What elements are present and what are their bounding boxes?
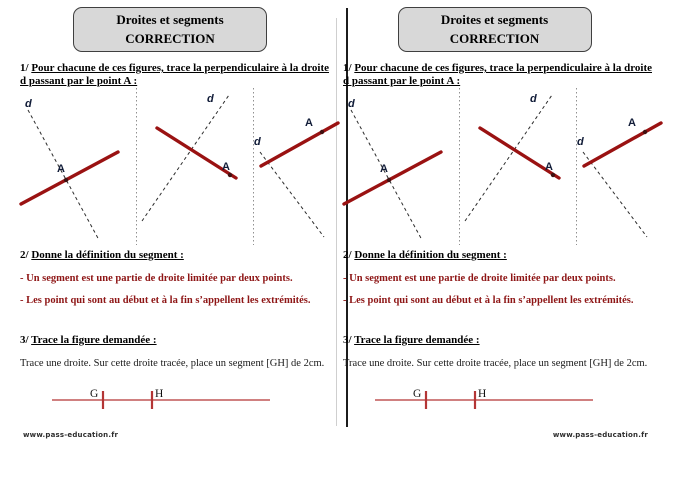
figure2-point-a-dot <box>228 173 232 177</box>
figure1-point-a-dot <box>387 178 391 182</box>
figure1-point-a-dot <box>64 178 68 182</box>
definition-line2: - Les point qui sont au début et à la fin s’appellent les extrémités. <box>20 295 311 306</box>
perpendicular-figures <box>0 88 340 246</box>
question1-heading <box>343 62 660 88</box>
figure2-label-a: A <box>222 161 230 173</box>
figure1-perpendicular-line <box>344 152 441 204</box>
title-line2: CORRECTION <box>125 31 215 46</box>
figure2-line-d <box>465 95 552 221</box>
figure3-label-a: A <box>305 117 313 129</box>
title-line1: Droites et segments <box>440 12 549 27</box>
segment-label-h: H <box>478 388 487 400</box>
question1-number: 1/ <box>20 62 29 74</box>
question1-text: Pour chacune de ces figures, trace la perpendiculaire à la droite d passant par le point A : <box>20 62 329 87</box>
figure3-label-d: d <box>254 136 261 148</box>
figure3-perpendicular-line <box>584 123 661 166</box>
segment-label-g: G <box>90 388 99 400</box>
figure3-line-d <box>260 152 324 237</box>
question3-heading <box>20 334 337 347</box>
figure1-label-a: A <box>380 163 388 175</box>
figure2-label-d: d <box>207 93 214 105</box>
figure3-point-a-dot <box>643 130 647 134</box>
figure3-line-d <box>583 152 647 237</box>
question2-number: 2/ <box>20 249 29 261</box>
segment-gh-figure <box>0 382 340 418</box>
question1-number: 1/ <box>343 62 352 74</box>
page-content <box>323 0 666 480</box>
perpendicular-figures <box>323 88 663 246</box>
worksheet-page-right <box>337 0 680 480</box>
figure2-line-d <box>142 95 229 221</box>
title-box <box>398 7 592 52</box>
question2-number: 2/ <box>343 249 352 261</box>
segment-label-g: G <box>413 388 422 400</box>
question3-text: Trace la figure demandée : <box>354 334 480 346</box>
question2-text: Donne la définition du segment : <box>31 249 184 261</box>
definition-line1: - Un segment est une partie de droite limitée par deux points. <box>20 273 293 284</box>
figure1-label-d: d <box>25 98 32 110</box>
figure2-point-a-dot <box>551 173 555 177</box>
definition-line2: - Les point qui sont au début et à la fin s’appellent les extrémités. <box>343 295 634 306</box>
question2-heading <box>343 249 660 262</box>
question3-instruction: Trace une droite. Sur cette droite tracée, place un segment [GH] de 2cm. <box>343 358 648 369</box>
segment-gh-figure <box>323 382 663 418</box>
figure1-label-a: A <box>57 163 65 175</box>
figure2-label-d: d <box>530 93 537 105</box>
question1-heading <box>20 62 337 88</box>
title-line1: Droites et segments <box>116 12 224 27</box>
footer-url: www.pass-education.fr <box>552 431 648 439</box>
definition-line1: - Un segment est une partie de droite limitée par deux points. <box>343 273 616 284</box>
figure1-perpendicular-line <box>21 152 118 204</box>
figure2-label-a: A <box>545 161 553 173</box>
figure3-label-a: A <box>628 117 636 129</box>
figure3-label-d: d <box>577 136 584 148</box>
question3-number: 3/ <box>343 334 352 346</box>
figure1-line-d <box>351 110 422 240</box>
segment-label-h: H <box>155 388 164 400</box>
question3-instruction: Trace une droite. Sur cette droite tracée, place un segment [GH] de 2cm. <box>20 358 325 369</box>
question2-heading <box>20 249 337 262</box>
question3-heading <box>343 334 660 347</box>
title-line2: CORRECTION <box>449 31 540 46</box>
figure1-line-d <box>28 110 99 240</box>
question1-text: Pour chacune de ces figures, trace la perpendiculaire à la droite d passant par le point A : <box>343 62 652 87</box>
question3-text: Trace la figure demandée : <box>31 334 157 346</box>
footer-url: www.pass-education.fr <box>23 431 119 439</box>
title-box <box>73 7 267 52</box>
figure1-label-d: d <box>348 98 355 110</box>
question3-number: 3/ <box>20 334 29 346</box>
question2-text: Donne la définition du segment : <box>354 249 507 261</box>
